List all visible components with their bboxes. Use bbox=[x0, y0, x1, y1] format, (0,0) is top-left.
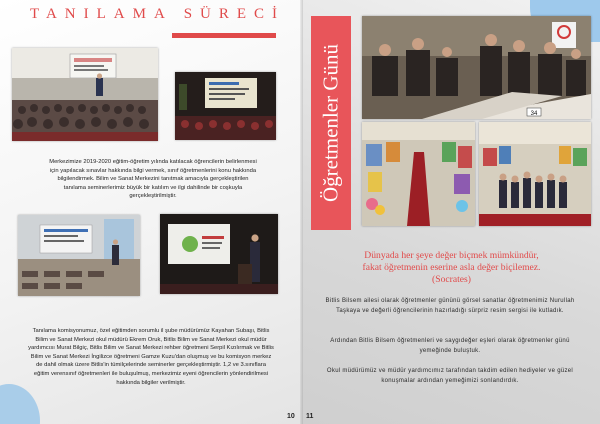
quote-line-2: fakat öğretmenin eserine asla değer biçilemez. bbox=[362, 262, 541, 273]
gifts-paragraph: Okul müdürümüz ve müdür yardımcımız tarafından takdim edilen hediyeler ve güzel konuşmalar ardından yemeğimizi sonlandırdık. bbox=[326, 368, 574, 384]
side-title: Öğretmenler Günü bbox=[318, 43, 343, 203]
students-exhibition-photo bbox=[479, 122, 591, 226]
quote-line-1: Dünyada her şeye değer biçmek mümkündür, bbox=[364, 250, 539, 261]
table-number: 34 bbox=[530, 111, 538, 117]
dinner-paragraph: Ardından Bitlis Bilsem öğretmenleri ve saygıdeğer eşleri olarak öğretmenler günü yemeğinde buluştuk. bbox=[330, 338, 570, 354]
right-page bbox=[303, 0, 600, 424]
quote-author: (Socrates) bbox=[432, 274, 471, 285]
intro-paragraph: Merkezimize 2019-2020 eğitim-öğretim yılında katılacak öğrencilerin belirlenmesi için yapılacak sınavlar hakkında bilgi vermek, sınıf öğretmenlerini konu hakkında bilgilendirmek. Bilim ve Sanat Merkezini tanıtmak amacıyla gerçekleştirilen tanılama seminerlerimiz büyük bir katılım ve ilgi dahilinde bir coşkuyla gerçekleştirilmiştir. bbox=[49, 159, 257, 200]
presentation-photo bbox=[175, 72, 276, 140]
seminar-hall-photo bbox=[12, 48, 158, 141]
celebration-paragraph: Bitlis Bilsem ailesi olarak öğretmenler gününü görsel sanatlar öğretmenimiz Nurullah Taşkaya ve değerli öğrencilerinin hazırladığı sürpriz resim sergisi ile kutladık. bbox=[325, 298, 575, 314]
speaker-photo bbox=[160, 214, 278, 294]
page-number-left: 10 bbox=[287, 413, 295, 420]
page-number-right: 11 bbox=[306, 413, 314, 420]
art-exhibition-photo bbox=[362, 122, 475, 226]
quote bbox=[303, 250, 600, 286]
corner-decoration bbox=[0, 384, 40, 424]
classroom-photo bbox=[18, 215, 140, 296]
title-underline bbox=[172, 33, 276, 38]
dinner-photo bbox=[362, 16, 591, 119]
committee-paragraph: Tanılama komisyonumuz, özel eğitimden sorumlu il şube müdürümüz Kayahan Subaşı, Bitlis Bilim ve Sanat Merkezi okul müdürü Ekrem Oruk, Bitlis Bilim ve Sanat Merkezi okul müdür yardımcısı Murat Bilgiç, Bitlis Bilim ve Sanat Merkezi rehber öğretmeni Serpil Kızılırmak ve Bitlis Bilim ve Sanat Merkezi İngilizce öğretmeni Gamze Kuzu'dan oluşmuş ve bu komisyon merkez de dahil olmak üzere Bitlis'in tümilçelerinde seminerler gerçekleştirmiştir. 1,2 ve 3.sınıflara eğitim verensınıf öğretmenleri ile buluşulmuş, merkezimiz eyeni öğrencilerin yönlendirilmesi hakkında bilgiler verilmiştir. bbox=[28, 328, 274, 386]
page-title: TANILAMA SÜRECİ bbox=[30, 6, 286, 22]
